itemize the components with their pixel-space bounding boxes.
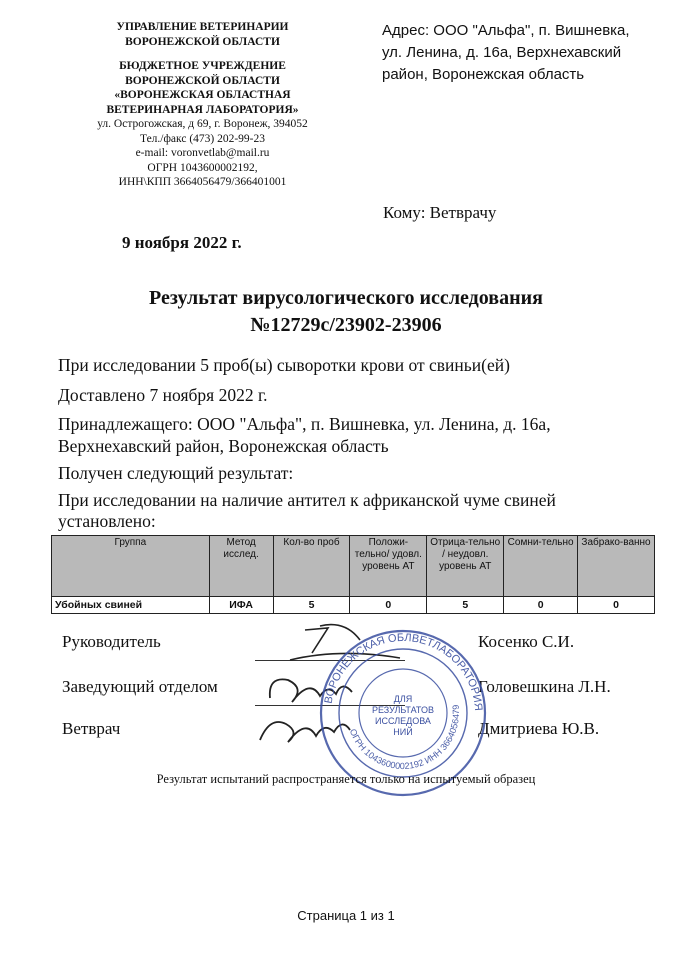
org-line: e-mail: voronvetlab@mail.ru (135, 147, 270, 159)
table-header-row (52, 536, 655, 597)
stamp-registration-text: ОГРН 1043600002192 ИНН 3664056479 (347, 704, 462, 772)
address-line: район, Воронежская область (382, 66, 585, 83)
owner-line-1: Принадлежащего: ООО "Альфа", п. Вишневка, ул. Ленина, д. 16а, (58, 414, 551, 434)
table-cell: 0 (350, 597, 427, 614)
delivery-paragraph: Доставлено 7 ноября 2022 г. (58, 385, 268, 405)
document-number: №12729с/23902-23906 (250, 314, 442, 336)
signature-name: Дмитриева Ю.В. (478, 719, 600, 738)
org-line: БЮДЖЕТНОЕ УЧРЕЖДЕНИЕ (119, 60, 286, 72)
owner-line-2: Верхнехавский район, Воронежская область (58, 436, 389, 456)
column-header: Забрако-ванно (578, 536, 655, 597)
org-line: ИНН\КПП 3664056479/366401001 (118, 176, 287, 188)
samples-paragraph: При исследовании 5 проб(ы) сыворотки крови от свиньи(ей) (58, 355, 510, 375)
finding-line-2: установлено: (58, 511, 156, 531)
stamp-inner-line: НИЙ (393, 727, 413, 737)
recipient-line: Кому: Ветврачу (383, 203, 497, 222)
org-line: ВЕТЕРИНАРНАЯ ЛАБОРАТОРИЯ» (106, 103, 299, 116)
stamp-inner-line: РЕЗУЛЬТАТОВ (371, 705, 435, 715)
address-line: Адрес: ООО "Альфа", п. Вишневка, (382, 22, 630, 39)
column-header: Сомни-тельно (504, 536, 578, 597)
validity-note: Результат испытаний распространяется только на испытуемый образец (156, 772, 536, 786)
table-cell: 0 (504, 597, 578, 614)
signature-role: Заведующий отделом (62, 677, 218, 696)
table-cell: 0 (578, 597, 655, 614)
signature-role: Руководитель (62, 632, 161, 651)
document-date: 9 ноября 2022 г. (122, 233, 242, 252)
stamp-inner-line: ИССЛЕДОВА (375, 716, 431, 726)
table-row (52, 597, 655, 614)
finding-line-1: При исследовании на наличие антител к африканской чуме свиней (58, 490, 556, 510)
column-header: Метод исслед. (209, 536, 273, 597)
org-line: «ВОРОНЕЖСКАЯ ОБЛАСТНАЯ (114, 89, 291, 101)
org-line: ОГРН 1043600002192, (147, 161, 258, 174)
table-cell: ИФА (209, 597, 273, 614)
result-intro: Получен следующий результат: (58, 463, 294, 483)
org-line: ВОРОНЕЖСКОЙ ОБЛАСТИ (125, 35, 280, 48)
signature-name: Косенко С.И. (478, 632, 575, 651)
org-line: ВОРОНЕЖСКОЙ ОБЛАСТИ (125, 74, 280, 87)
table-cell: 5 (427, 597, 504, 614)
column-header: Положи-тельно/ удовл. уровень АТ (350, 536, 427, 597)
page-number: Страница 1 из 1 (297, 908, 395, 923)
recipient-address (382, 20, 682, 86)
signature-role: Ветврач (62, 719, 121, 738)
results-table (51, 535, 655, 614)
organization-block (60, 20, 345, 190)
org-line: ул. Острогожская, д 69, г. Воронеж, 394052 (97, 118, 308, 130)
org-line: Тел./факс (473) 202-99-23 (139, 132, 266, 145)
table-cell: Убойных свиней (52, 597, 210, 614)
stamp-inner-line: ДЛЯ (393, 694, 413, 704)
document-title: Результат вирусологического исследования (149, 287, 543, 309)
org-line: УПРАВЛЕНИЕ ВЕТЕРИНАРИИ (116, 21, 289, 33)
column-header: Отрица-тельно / неудовл. уровень АТ (427, 536, 504, 597)
table-cell: 5 (273, 597, 350, 614)
column-header: Кол-во проб (273, 536, 350, 597)
stamp-outer-text: ВОРОНЕЖСКАЯ ОБЛВЕТЛАБОРАТОРИЯ (322, 631, 485, 712)
signature-name: Головешкина Л.Н. (478, 677, 611, 696)
column-header: Группа (52, 536, 210, 597)
address-line: ул. Ленина, д. 16а, Верхнехавский (382, 44, 622, 61)
